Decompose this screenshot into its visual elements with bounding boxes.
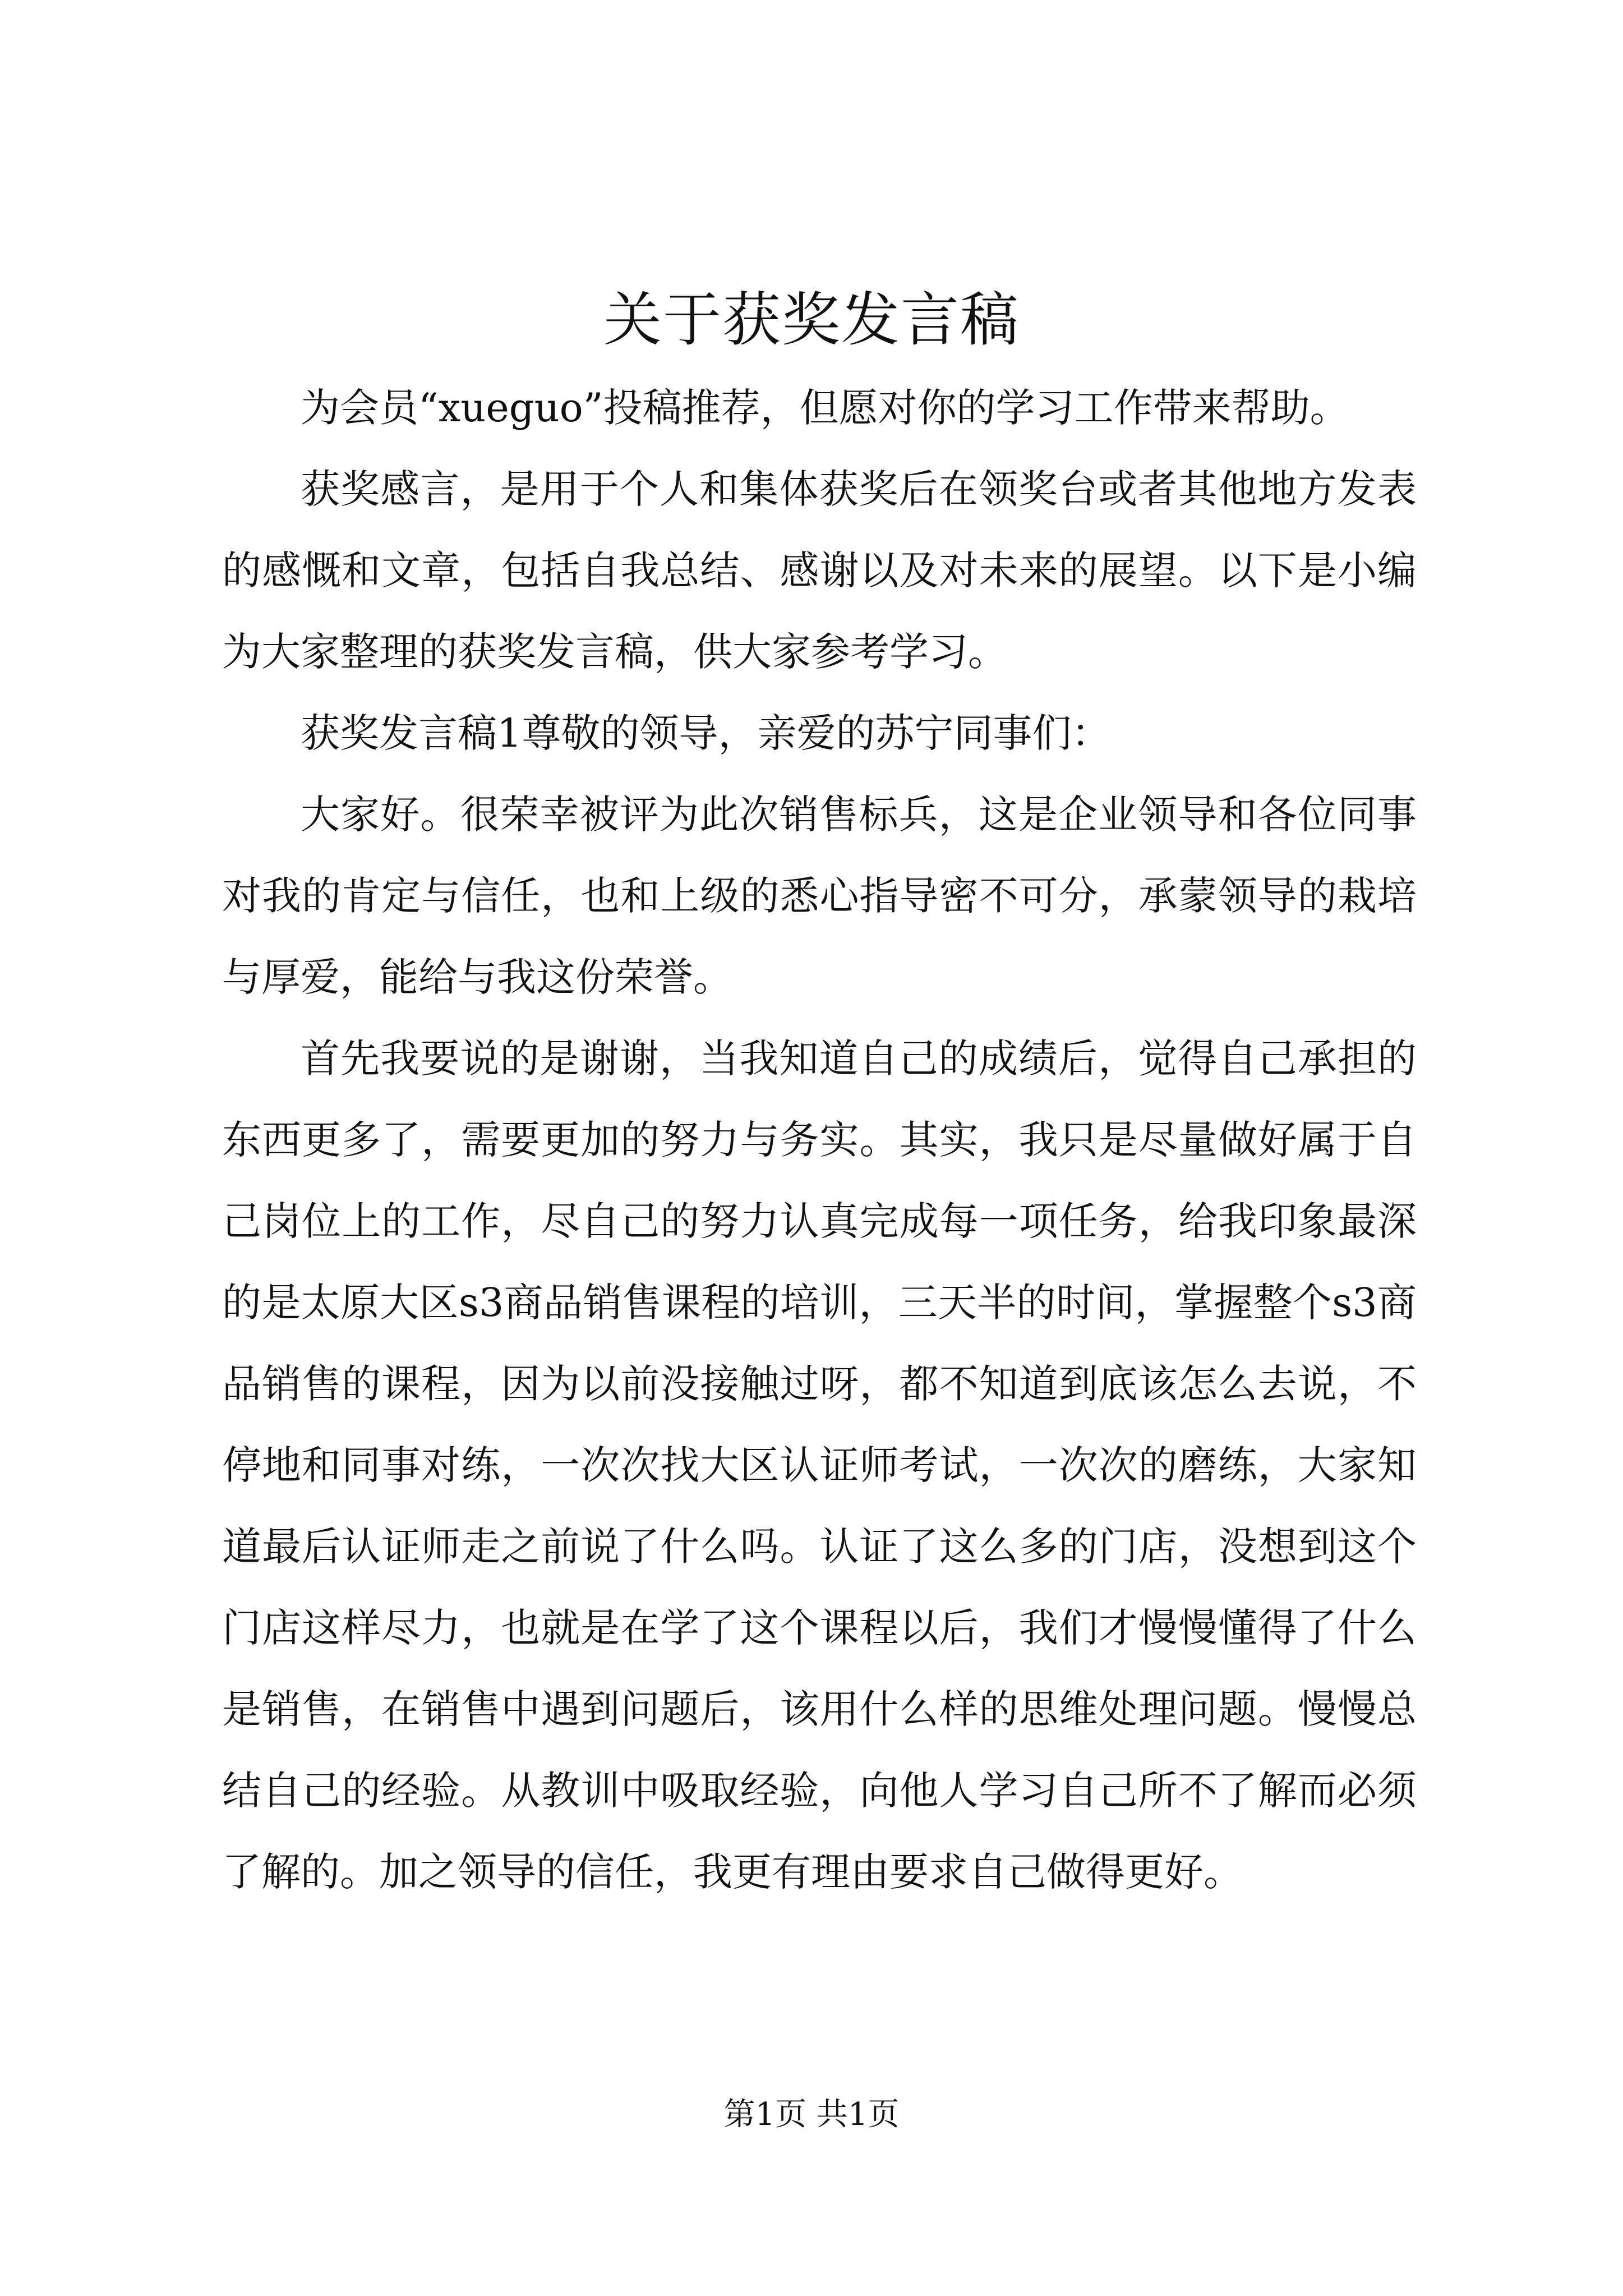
paragraph-salutation: 获奖发言稿1尊敬的领导，亲爱的苏宁同事们： (301, 710, 1111, 756)
paragraph-greeting: 大家好。很荣幸被评为此次销售标兵，这是企业领导和各位同事对我的肯定与信任，也和上级的悉心指导密不可分，承蒙领导的栽培与厚爱，能给与我这份荣誉。 (222, 792, 1417, 1000)
paragraph-main: 首先我要说的是谢谢，当我知道自己的成绩后，觉得自己承担的东西更多了，需要更加的努力与务实。其实，我只是尽量做好属于自己岗位上的工作，尽自己的努力认真完成每一项任务，给我印象最深的是太原大区s3商品销售课程的培训，三天半的时间，掌握整个s3商品销售的课程，因为以前没接触过呀，都不知道到底该怎么去说，不停地和同事对练，一次次找大区认证师考试，一次次的磨练，大家知道最后认证师走之前说了什么吗。认证了这么多的门店，没想到这个门店这样尽力，也就是在学了这个课程以后，我们才慢慢懂得了什么是销售，在销售中遇到问题后，该用什么样的思维处理问题。慢慢总结自己的经验。从教训中吸取经验，向他人学习自己所不了解而必须了解的。加之领导的信任，我更有理由要求自己做得更好。 (222, 1036, 1417, 1895)
document-title: 关于获奖发言稿 (603, 286, 1020, 354)
page-footer: 第1页 共1页 (723, 2096, 900, 2133)
paragraph-intro: 为会员“xueguo”投稿推荐，但愿对你的学习工作带来帮助。 (301, 385, 1349, 431)
paragraph-definition: 获奖感言，是用于个人和集体获奖后在领奖台或者其他地方发表的感慨和文章，包括自我总结、感谢以及对未来的展望。以下是小编为大家整理的获奖发言稿，供大家参考学习。 (222, 466, 1417, 675)
document-body (222, 367, 1417, 1913)
